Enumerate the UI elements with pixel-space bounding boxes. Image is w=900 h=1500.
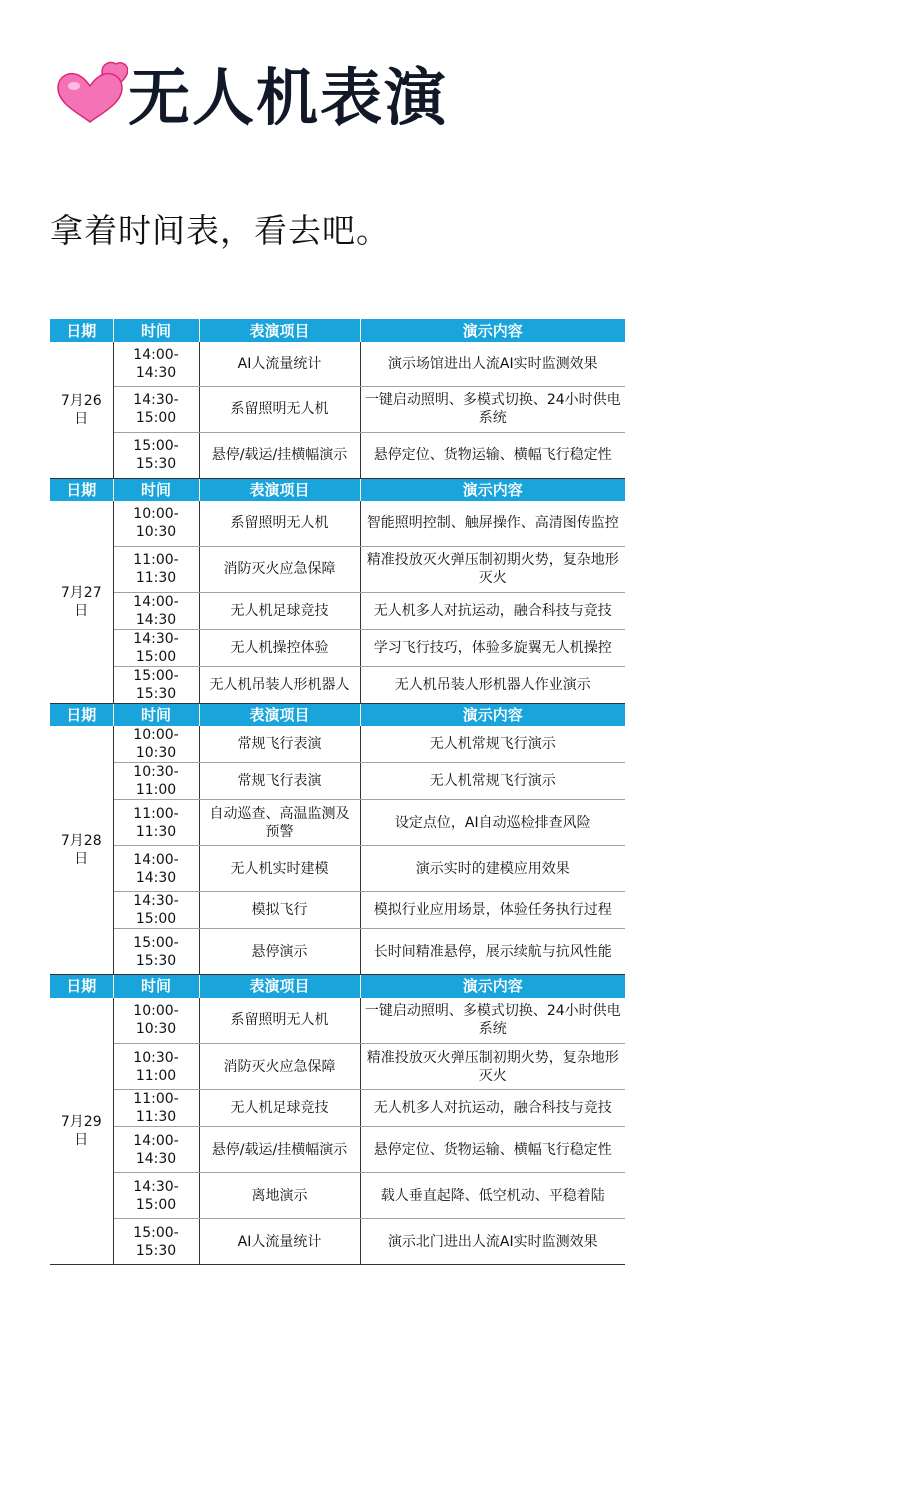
table-row: [50, 998, 625, 1044]
content-cell: 无人机常规飞行演示: [360, 763, 625, 800]
item-cell: 常规飞行表演: [199, 763, 360, 800]
time-cell: 11:00-11:30: [113, 546, 199, 592]
time-cell: 14:30-15:00: [113, 1173, 199, 1219]
time-cell: 14:00-14:30: [113, 342, 199, 386]
table-row: [50, 1090, 625, 1127]
table-row: [50, 726, 625, 763]
table-row: [50, 1173, 625, 1219]
table-row: [50, 386, 625, 432]
time-cell: 14:00-14:30: [113, 592, 199, 629]
table-row: [50, 846, 625, 892]
item-cell: 系留照明无人机: [199, 998, 360, 1044]
time-cell: 15:00-15:30: [113, 929, 199, 975]
header-item: 表演项目: [199, 478, 360, 501]
item-cell: 无人机足球竞技: [199, 1090, 360, 1127]
content-cell: 无人机多人对抗运动，融合科技与竞技: [360, 592, 625, 629]
header-item: 表演项目: [199, 975, 360, 998]
content-cell: 载人垂直起降、低空机动、平稳着陆: [360, 1173, 625, 1219]
item-cell: 消防灭火应急保障: [199, 546, 360, 592]
date-cell: 7月27日: [50, 501, 113, 703]
table-row: [50, 342, 625, 386]
content-cell: 演示北门进出人流AI实时监测效果: [360, 1219, 625, 1265]
schedule-table: [50, 319, 625, 1265]
table-header-row: [50, 975, 625, 998]
header-date: 日期: [50, 975, 113, 998]
header-time: 时间: [113, 478, 199, 501]
item-cell: AI人流量统计: [199, 1219, 360, 1265]
header-date: 日期: [50, 478, 113, 501]
item-cell: 无人机操控体验: [199, 629, 360, 666]
header-date: 日期: [50, 319, 113, 342]
table-header-row: [50, 703, 625, 726]
date-cell: 7月28日: [50, 726, 113, 975]
content-cell: 设定点位，AI自动巡检排查风险: [360, 800, 625, 846]
table-row: [50, 763, 625, 800]
time-cell: 14:00-14:30: [113, 1127, 199, 1173]
header-item: 表演项目: [199, 319, 360, 342]
table-row: [50, 666, 625, 703]
item-cell: 离地演示: [199, 1173, 360, 1219]
time-cell: 14:30-15:00: [113, 386, 199, 432]
header-time: 时间: [113, 975, 199, 998]
table-row: [50, 546, 625, 592]
content-cell: 智能照明控制、触屏操作、高清图传监控: [360, 501, 625, 546]
title-text: 无人机表演: [128, 60, 449, 134]
content-cell: 演示场馆进出人流AI实时监测效果: [360, 342, 625, 386]
item-cell: 消防灭火应急保障: [199, 1044, 360, 1090]
item-cell: 无人机足球竞技: [199, 592, 360, 629]
header-content: 演示内容: [360, 478, 625, 501]
content-cell: 无人机吊装人形机器人作业演示: [360, 666, 625, 703]
table-row: [50, 1127, 625, 1173]
table-row: [50, 1044, 625, 1090]
time-cell: 10:00-10:30: [113, 998, 199, 1044]
item-cell: 系留照明无人机: [199, 386, 360, 432]
content-cell: 无人机多人对抗运动，融合科技与竞技: [360, 1090, 625, 1127]
table-row: [50, 892, 625, 929]
time-cell: 15:00-15:30: [113, 1219, 199, 1265]
time-cell: 10:00-10:30: [113, 501, 199, 546]
time-cell: 14:00-14:30: [113, 846, 199, 892]
time-cell: 11:00-11:30: [113, 1090, 199, 1127]
item-cell: 常规飞行表演: [199, 726, 360, 763]
header-content: 演示内容: [360, 319, 625, 342]
table-row: [50, 501, 625, 546]
content-cell: 演示实时的建模应用效果: [360, 846, 625, 892]
content-cell: 一键启动照明、多模式切换、24小时供电系统: [360, 998, 625, 1044]
table-row: [50, 929, 625, 975]
header-date: 日期: [50, 703, 113, 726]
header-time: 时间: [113, 319, 199, 342]
header-time: 时间: [113, 703, 199, 726]
table-row: [50, 1219, 625, 1265]
time-cell: 15:00-15:30: [113, 666, 199, 703]
time-cell: 14:30-15:00: [113, 629, 199, 666]
item-cell: 悬停演示: [199, 929, 360, 975]
item-cell: AI人流量统计: [199, 342, 360, 386]
content-cell: 悬停定位、货物运输、横幅飞行稳定性: [360, 1127, 625, 1173]
table-row: [50, 629, 625, 666]
item-cell: 无人机吊装人形机器人: [199, 666, 360, 703]
item-cell: 悬停/载运/挂横幅演示: [199, 432, 360, 478]
item-cell: 悬停/载运/挂横幅演示: [199, 1127, 360, 1173]
header-item: 表演项目: [199, 703, 360, 726]
time-cell: 10:00-10:30: [113, 726, 199, 763]
header-content: 演示内容: [360, 975, 625, 998]
time-cell: 10:30-11:00: [113, 1044, 199, 1090]
item-cell: 模拟飞行: [199, 892, 360, 929]
table-header-row: [50, 319, 625, 342]
two-hearts-icon: [52, 54, 128, 130]
subtitle: 拿着时间表，看去吧。: [50, 211, 390, 250]
item-cell: 无人机实时建模: [199, 846, 360, 892]
time-cell: 15:00-15:30: [113, 432, 199, 478]
item-cell: 自动巡查、高温监测及预警: [199, 800, 360, 846]
table-row: [50, 592, 625, 629]
date-cell: 7月26日: [50, 342, 113, 478]
time-cell: 11:00-11:30: [113, 800, 199, 846]
content-cell: 模拟行业应用场景，体验任务执行过程: [360, 892, 625, 929]
content-cell: 一键启动照明、多模式切换、24小时供电系统: [360, 386, 625, 432]
content-cell: 无人机常规飞行演示: [360, 726, 625, 763]
page-title: [52, 52, 448, 132]
table-row: [50, 432, 625, 478]
table-row: [50, 800, 625, 846]
header-content: 演示内容: [360, 703, 625, 726]
content-cell: 悬停定位、货物运输、横幅飞行稳定性: [360, 432, 625, 478]
time-cell: 14:30-15:00: [113, 892, 199, 929]
item-cell: 系留照明无人机: [199, 501, 360, 546]
table-header-row: [50, 478, 625, 501]
content-cell: 精准投放灭火弹压制初期火势，复杂地形灭火: [360, 1044, 625, 1090]
time-cell: 10:30-11:00: [113, 763, 199, 800]
content-cell: 长时间精准悬停，展示续航与抗风性能: [360, 929, 625, 975]
content-cell: 精准投放灭火弹压制初期火势，复杂地形灭火: [360, 546, 625, 592]
date-cell: 7月29日: [50, 998, 113, 1265]
content-cell: 学习飞行技巧，体验多旋翼无人机操控: [360, 629, 625, 666]
